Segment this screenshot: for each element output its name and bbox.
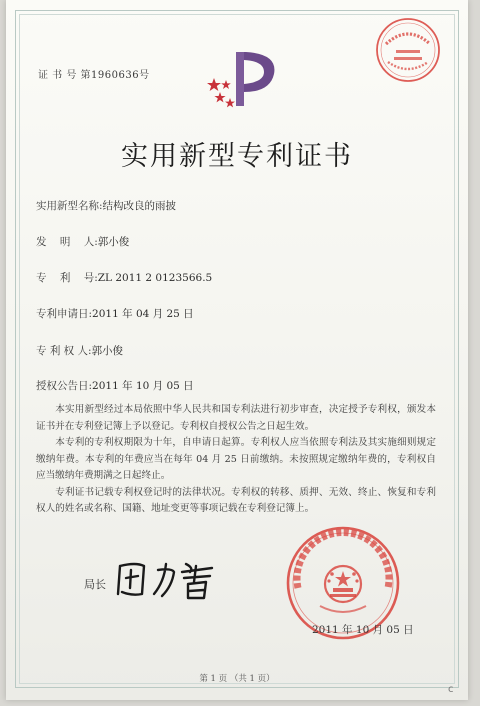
- field-label: 专利申请日:: [36, 308, 93, 320]
- corner-mark: c: [448, 684, 454, 695]
- field-announcement-date: [36, 378, 194, 393]
- body-paragraph: 专利证书记载专利权登记时的法律状况。专利权的转移、质押、无效、终止、恢复和专利权人的姓名或名称、国籍、地址变更等事项记载在专利登记簿上。: [36, 486, 436, 514]
- field-label: 发 明 人:: [36, 236, 98, 248]
- sipo-logo-icon: [206, 48, 284, 110]
- field-value: ZL 2011 2 0123566.5: [97, 272, 213, 284]
- issue-date: 2011 年 10 月 05 日: [312, 624, 414, 636]
- field-patentee: [36, 343, 123, 358]
- body-paragraph: 本实用新型经过本局依照中华人民共和国专利法进行初步审查，决定授予专利权，颁发本证书并在专利登记簿上予以登记。专利权自授权公告之日起生效。: [36, 404, 436, 432]
- field-patent-number: [36, 270, 212, 285]
- field-value: 2011 年 04 月 25 日: [92, 308, 194, 320]
- body-paragraph: 本专利的专利权期限为十年，自申请日起算。专利权人应当依照专利法及其实施细则规定缴纳年费。本专利的年费应当在每年 04 月 25 日前缴纳。未按照规定缴纳年费的，专利权自应当缴纳年费期满之日起终止。: [36, 437, 436, 481]
- field-value: 2011 年 10 月 05 日: [92, 380, 194, 392]
- field-value: 结构改良的雨披: [102, 200, 177, 212]
- director-label: 局长: [84, 578, 106, 591]
- field-label: 专 利 权 人:: [36, 345, 92, 357]
- director-signature: [114, 556, 226, 602]
- field-label: 专 利 号:: [36, 272, 98, 284]
- field-application-date: [36, 306, 194, 321]
- certificate-body-text: [36, 402, 436, 518]
- field-value: 郭小俊: [91, 345, 124, 357]
- official-seal-icon: [374, 16, 442, 84]
- page-number: 第 1 页 （共 1 页）: [199, 674, 275, 684]
- field-value: 郭小俊: [97, 236, 130, 248]
- certificate-title: 实用新型专利证书: [121, 141, 353, 172]
- field-label: 实用新型名称:: [36, 200, 103, 212]
- field-label: 授权公告日:: [36, 380, 93, 392]
- certificate-page: [6, 0, 468, 700]
- field-inventor: [36, 234, 129, 249]
- certificate-number: 证 书 号 第1960636号: [38, 70, 150, 81]
- field-utility-model-name: [36, 198, 176, 213]
